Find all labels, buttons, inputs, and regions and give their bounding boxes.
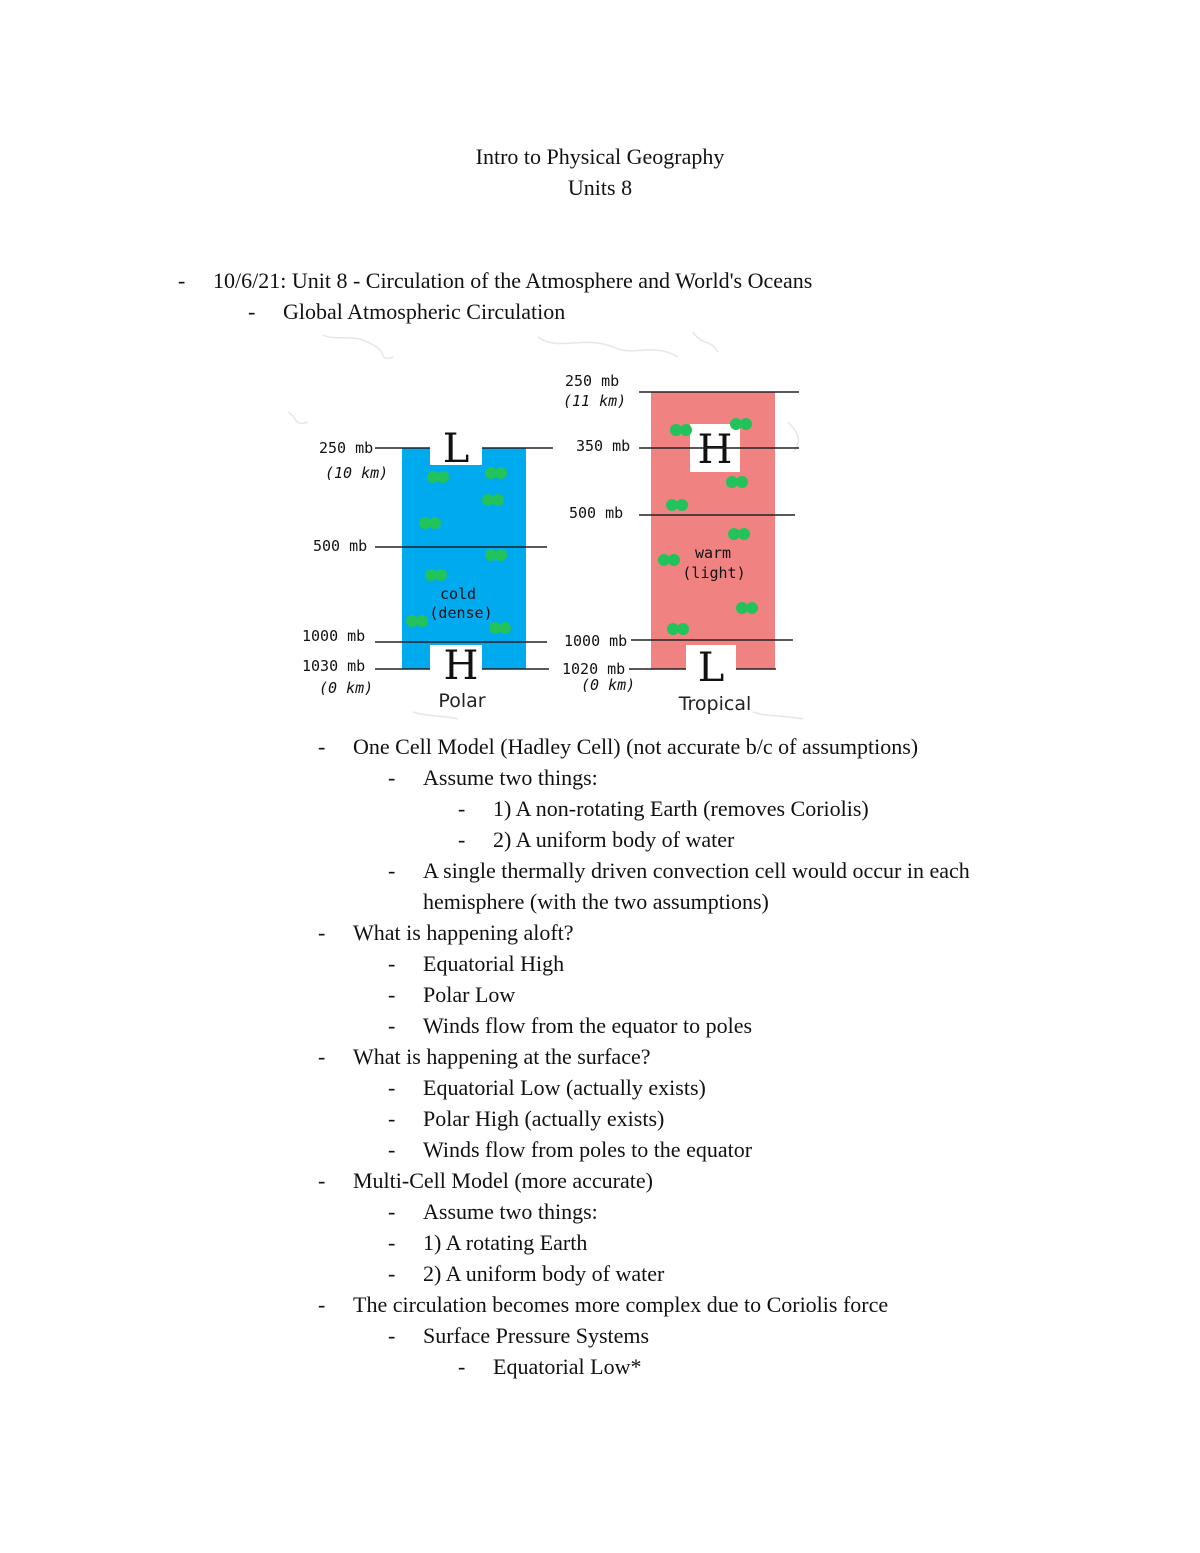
air-molecule bbox=[492, 494, 504, 506]
air-molecule bbox=[676, 499, 688, 511]
air-molecule bbox=[746, 602, 758, 614]
outline-item-level-3: hemisphere (with the two assumptions) bbox=[423, 889, 769, 914]
tropical-air-type-label: warm bbox=[694, 544, 732, 562]
tropical-surface-system-label: L bbox=[697, 645, 725, 691]
tropical-aloft-system-label: H bbox=[697, 427, 733, 473]
bullet-dash: - bbox=[388, 1199, 396, 1224]
tropical-top-height-label: (11 km) bbox=[563, 392, 627, 410]
outline-item-level-1: Global Atmospheric Circulation bbox=[283, 299, 566, 324]
outline-item-level-0: 10/6/21: Unit 8 - Circulation of the Atmosphere and World's Oceans bbox=[213, 268, 813, 293]
bullet-dash: - bbox=[178, 268, 186, 293]
outline-item-level-3: Assume two things: bbox=[423, 1199, 598, 1224]
outline-item-level-3: Surface Pressure Systems bbox=[423, 1323, 650, 1348]
bullet-dash: - bbox=[388, 858, 396, 883]
bullet-dash: - bbox=[318, 1168, 326, 1193]
polar-mid-pressure-label: 500 mb bbox=[313, 537, 368, 555]
air-molecule bbox=[668, 554, 680, 566]
outline-item-level-2: What is happening aloft? bbox=[353, 920, 574, 945]
outline-item-level-3: Polar Low bbox=[423, 982, 516, 1007]
air-molecule bbox=[495, 467, 507, 479]
bullet-dash: - bbox=[318, 1044, 326, 1069]
air-molecule bbox=[437, 471, 449, 483]
outline-item-level-4: Equatorial Low* bbox=[493, 1354, 642, 1379]
outline-item-level-2: The circulation becomes more complex due to Coriolis force bbox=[353, 1292, 889, 1317]
outline-item-level-4: 1) A non-rotating Earth (removes Coriolis) bbox=[493, 796, 869, 821]
document-title: Intro to Physical Geography bbox=[475, 144, 725, 169]
outline-item-level-3: A single thermally driven convection cell would occur in each bbox=[423, 858, 970, 883]
tropical-air-desc-label: (light) bbox=[682, 564, 746, 582]
bullet-dash: - bbox=[458, 1354, 466, 1379]
polar-air-column bbox=[402, 448, 526, 669]
polar-aloft-system-label: L bbox=[442, 426, 470, 472]
outline-item-level-4: 2) A uniform body of water bbox=[493, 827, 735, 852]
outline-item-level-2: What is happening at the surface? bbox=[353, 1044, 651, 1069]
outline-item-level-3: Assume two things: bbox=[423, 765, 598, 790]
bullet-dash: - bbox=[318, 1292, 326, 1317]
tropical-surface-pressure-label: 1020 mb bbox=[562, 660, 626, 678]
polar-air-desc-label: (dense) bbox=[429, 604, 493, 622]
polar-surface-pressure-label: 1030 mb bbox=[302, 657, 366, 675]
bullet-dash: - bbox=[388, 1106, 396, 1131]
polar-surface-height-label: (0 km) bbox=[319, 679, 374, 697]
outline-item-level-3: 2) A uniform body of water bbox=[423, 1261, 665, 1286]
bullet-dash: - bbox=[388, 982, 396, 1007]
polar-surface-system-label: H bbox=[443, 643, 479, 689]
tropical-low-pressure-label: 1000 mb bbox=[564, 632, 628, 650]
tropical-top-pressure-label: 250 mb bbox=[565, 372, 620, 390]
bullet-dash: - bbox=[388, 1230, 396, 1255]
tropical-mid-pressure-label: 500 mb bbox=[569, 504, 624, 522]
outline-item-level-3: Equatorial Low (actually exists) bbox=[423, 1075, 706, 1100]
air-molecule bbox=[677, 623, 689, 635]
bullet-dash: - bbox=[318, 734, 326, 759]
outline-item-level-3: 1) A rotating Earth bbox=[423, 1230, 588, 1255]
air-molecule bbox=[435, 569, 447, 581]
polar-top-pressure-label: 250 mb bbox=[319, 439, 374, 457]
bullet-dash: - bbox=[388, 1137, 396, 1162]
polar-low-pressure-label: 1000 mb bbox=[302, 627, 366, 645]
pressure-column-figure bbox=[283, 327, 813, 725]
bullet-dash: - bbox=[318, 920, 326, 945]
bullet-dash: - bbox=[388, 765, 396, 790]
tropical-surface-height-label: (0 km) bbox=[581, 676, 636, 694]
outline-item-level-2: One Cell Model (Hadley Cell) (not accurate b/c of assumptions) bbox=[353, 734, 919, 759]
air-molecule bbox=[738, 528, 750, 540]
bullet-dash: - bbox=[388, 1013, 396, 1038]
air-molecule bbox=[416, 615, 428, 627]
polar-top-height-label: (10 km) bbox=[325, 464, 389, 482]
air-molecule bbox=[736, 476, 748, 488]
outline-item-level-3: Winds flow from poles to the equator bbox=[423, 1137, 753, 1162]
air-molecule bbox=[740, 418, 752, 430]
bullet-dash: - bbox=[248, 299, 256, 324]
outline-item-level-3: Equatorial High bbox=[423, 951, 565, 976]
bullet-dash: - bbox=[388, 951, 396, 976]
outline-item-level-3: Winds flow from the equator to poles bbox=[423, 1013, 753, 1038]
air-molecule bbox=[495, 549, 507, 561]
pressure-column-diagram bbox=[283, 327, 813, 725]
air-molecule bbox=[680, 424, 692, 436]
bullet-dash: - bbox=[458, 796, 466, 821]
outline-item-level-2: Multi-Cell Model (more accurate) bbox=[353, 1168, 653, 1193]
bullet-dash: - bbox=[388, 1075, 396, 1100]
polar-column-name: Polar bbox=[438, 690, 486, 712]
tropical-upper-pressure-label: 350 mb bbox=[576, 437, 631, 455]
bullet-dash: - bbox=[388, 1261, 396, 1286]
bullet-dash: - bbox=[458, 827, 466, 852]
air-molecule bbox=[499, 622, 511, 634]
air-molecule bbox=[429, 517, 441, 529]
outline-item-level-3: Polar High (actually exists) bbox=[423, 1106, 665, 1131]
bullet-dash: - bbox=[388, 1323, 396, 1348]
tropical-column-name: Tropical bbox=[678, 693, 752, 715]
document-subtitle: Units 8 bbox=[567, 175, 633, 200]
polar-air-type-label: cold bbox=[439, 585, 477, 603]
